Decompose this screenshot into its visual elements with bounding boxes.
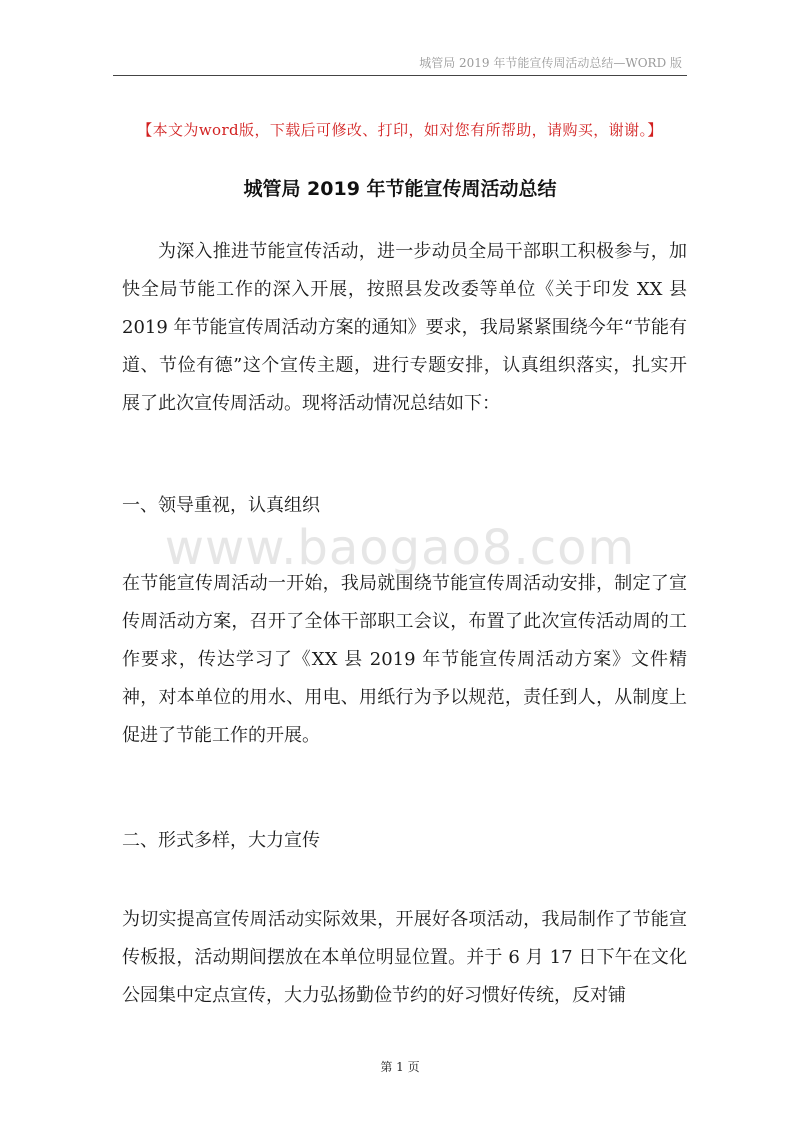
section-1-paragraph: 在节能宣传周活动一开始，我局就围绕节能宣传周活动安排，制定了宣传周活动方案，召开了全体干部职工会议，布置了此次宣传活动周的工作要求，传达学习了《XX 县 2019 年节能宣传周活动方案》文件精神，对本单位的用水、用电、用纸行为予以规范，责任到人，从制度上促进了节能工作的开展。 xyxy=(122,573,687,746)
document-title: 城管局 2019 年节能宣传周活动总结 xyxy=(243,178,557,200)
section-heading-1: 一、领导重视，认真组织 xyxy=(122,495,320,516)
intro-paragraph: 为深入推进节能宣传活动，进一步动员全局干部职工积极参与，加快全局节能工作的深入开展，按照县发改委等单位《关于印发 XX 县 2019 年节能宣传周活动方案的通知》要求，我局紧紧围绕今年“节能有道、节俭有德”这个宣传主题，进行专题安排，认真组织落实，扎实开展了此次宣传周活动。现将活动情况总结如下： xyxy=(122,241,687,414)
page-number: 第 1 页 xyxy=(380,1060,420,1074)
purchase-notice: 【本文为word版，下载后可修改、打印，如对您有所帮助，请购买，谢谢。】 xyxy=(137,121,663,139)
site-watermark: www.baogao8.com xyxy=(164,520,636,576)
header-rule xyxy=(113,75,687,76)
section-heading-2: 二、形式多样，大力宣传 xyxy=(122,830,320,851)
section-2-paragraph: 为切实提高宣传周活动实际效果，开展好各项活动，我局制作了节能宣传板报，活动期间摆放在本单位明显位置。并于 6 月 17 日下午在文化公园集中定点宣传，大力弘扬勤俭节约的好习惯好传统，反对铺 xyxy=(122,909,687,1006)
running-header: 城管局 2019 年节能宣传周活动总结—WORD 版 xyxy=(419,56,682,70)
